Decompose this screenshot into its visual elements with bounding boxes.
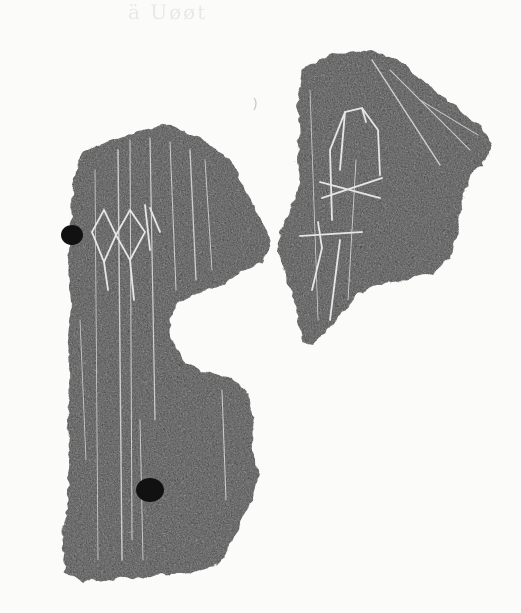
left-fragment — [60, 122, 270, 580]
faint-curve-mark — [254, 98, 256, 110]
faint-header-text: ä Uøøt — [128, 0, 208, 24]
right-fragment — [276, 48, 490, 345]
